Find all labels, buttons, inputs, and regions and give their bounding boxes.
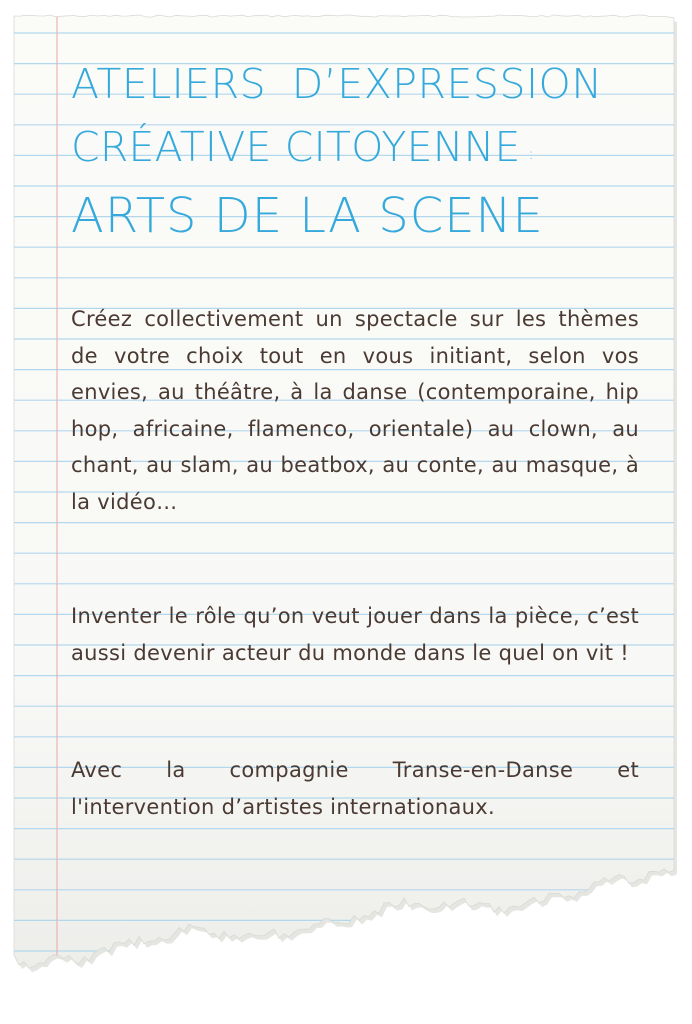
- title-line-3: ARTS DE LA SCENE: [71, 188, 544, 244]
- title-line-2-text: CRÉATIVE CITOYENNE: [71, 123, 521, 171]
- paragraph-role: Inventer le rôle qu’on veut jouer dans la pièce, c’est aussi devenir acteur du monde dans le quel on vit !: [71, 604, 639, 665]
- title-colon: :: [528, 145, 534, 163]
- paragraph-company: Avec la compagnie Transe-en-Danse et l'intervention d’artistes internationaux.: [71, 758, 639, 819]
- paragraph-description: Créez collectivement un spectacle sur les thèmes de votre choix tout en vous initiant, selon vos envies, au théâtre, à la danse (contemporaine, hip hop, africaine, flamenco, orientale) au clown, au chant, au slam, au beatbox, au conte, au masque, à la vidéo…: [71, 307, 639, 514]
- title-line-2: [71, 123, 639, 171]
- title-line-1: ATELIERS D’EXPRESSION: [71, 60, 603, 108]
